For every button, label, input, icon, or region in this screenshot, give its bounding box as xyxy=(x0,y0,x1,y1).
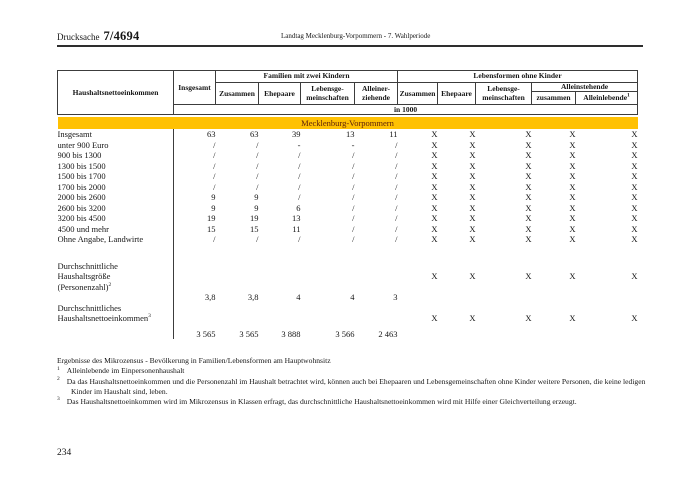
cell-fam-lebensgemeinschaften: / xyxy=(352,223,355,234)
cell-fam-ehepaare: 13 xyxy=(292,213,301,224)
table-row xyxy=(58,171,638,182)
empty-label-cell xyxy=(58,292,174,303)
col-header-total: Insgesamt xyxy=(174,71,216,105)
cell-fam-ehepaare: / xyxy=(298,192,301,203)
footnote-list xyxy=(57,366,647,407)
cell-fam-ehepaare: - xyxy=(297,139,301,150)
cell-fam-alleinerziehende: / xyxy=(395,171,398,182)
cell-nc-lebensgemeinschaften: X xyxy=(525,160,532,171)
header-rule xyxy=(57,45,643,47)
cell-fam-ehepaare: 3 888 xyxy=(281,328,301,339)
table-row xyxy=(58,224,638,235)
row-label: Ohne Angabe, Landwirte xyxy=(58,234,174,245)
cell-nc-ehepaare: X xyxy=(469,271,476,282)
cell-fam-alleinerziehende: / xyxy=(395,223,398,234)
cell-fam-lebensgemeinschaften: / xyxy=(352,160,355,171)
cell-nc-ehepaare: X xyxy=(469,139,476,150)
cell-fam-alleinerziehende: 11 xyxy=(389,129,398,140)
cell-as-alleinlebende: X xyxy=(631,171,638,182)
cell-nc-ehepaare: X xyxy=(469,234,476,245)
col-header-fam-lebensgemeinschaften: Lebensge-meinschaften xyxy=(301,83,355,105)
region-band-section xyxy=(58,115,638,130)
cell-nc-zusammen: X xyxy=(431,160,438,171)
avg-size-label-line2: Haushaltsgröße xyxy=(58,271,174,282)
cell-nc-lebensgemeinschaften: X xyxy=(525,213,532,224)
cell-insgesamt: 3 565 xyxy=(196,328,216,339)
cell-nc-zusammen: X xyxy=(431,150,438,161)
cell-insgesamt: / xyxy=(213,150,216,161)
cell-nc-lebensgemeinschaften: X xyxy=(525,181,532,192)
cell-as-alleinlebende: X xyxy=(631,202,638,213)
cell-nc-ehepaare: X xyxy=(469,313,476,324)
cell-fam-ehepaare: / xyxy=(298,234,301,245)
region-band: Mecklenburg-Vorpommern xyxy=(58,117,638,129)
cell-nc-lebensgemeinschaften: X xyxy=(525,234,532,245)
cell-nc-lebensgemeinschaften: X xyxy=(525,129,532,140)
table-row xyxy=(58,234,638,245)
cell-nc-zusammen: X xyxy=(431,129,438,140)
footnote-item xyxy=(57,377,647,398)
cell-nc-zusammen: X xyxy=(431,171,438,182)
col-header-fam-zusammen: Zusammen xyxy=(216,83,259,105)
avg-income-label-text: Haushaltsnettoeinkommen xyxy=(57,313,149,324)
cell-fam-alleinerziehende: / xyxy=(395,202,398,213)
footnote-item xyxy=(57,366,647,376)
cell-nc-ehepaare: X xyxy=(469,202,476,213)
unit-header: in 1000 xyxy=(174,105,638,115)
cell-fam-lebensgemeinschaften: / xyxy=(352,202,355,213)
alleinlebende-label: Alleinlebende xyxy=(583,93,628,103)
cell-as-zusammen: X xyxy=(569,202,576,213)
cell-nc-ehepaare: X xyxy=(469,181,476,192)
footnote-source: Ergebnisse des Mikrozensus - Bevölkerung in Familien/Lebensformen am Hauptwohnsitz xyxy=(57,356,331,365)
cell-as-zusammen: X xyxy=(569,234,576,245)
cell-fam-ehepaare: / xyxy=(298,160,301,171)
cell-fam-lebensgemeinschaften: - xyxy=(351,139,355,150)
cell-fam-lebensgemeinschaften: 13 xyxy=(346,129,355,140)
cell-fam-lebensgemeinschaften: 3 566 xyxy=(335,328,355,339)
cell-fam-ehepaare: 6 xyxy=(296,202,301,213)
cell-fam-lebensgemeinschaften: / xyxy=(352,213,355,224)
cell-fam-zusammen: 9 xyxy=(254,202,259,213)
avg-income-footnote-ref: 3 xyxy=(148,313,151,320)
cell-fam-zusammen: 3,8 xyxy=(247,292,259,303)
cell-as-zusammen: X xyxy=(569,271,576,282)
col-header-nc-zusammen: Zusammen xyxy=(398,83,438,105)
cell-fam-zusammen: 15 xyxy=(250,223,259,234)
empty-cell xyxy=(398,292,638,303)
cell-as-zusammen: X xyxy=(569,129,576,140)
cell-insgesamt: 9 xyxy=(211,192,216,203)
cell-nc-lebensgemeinschaften: X xyxy=(525,192,532,203)
cell-nc-zusammen: X xyxy=(431,223,438,234)
cell-as-alleinlebende: X xyxy=(631,271,638,282)
cell-fam-lebensgemeinschaften: / xyxy=(352,171,355,182)
empty-label-cell xyxy=(58,329,174,340)
cell-nc-zusammen: X xyxy=(431,271,438,282)
cell-as-alleinlebende: X xyxy=(631,160,638,171)
cell-as-zusammen: X xyxy=(569,181,576,192)
cell-nc-ehepaare: X xyxy=(469,129,476,140)
col-header-fam-ehepaare: Ehepaare xyxy=(259,83,301,105)
cell-fam-ehepaare: 4 xyxy=(296,292,301,303)
cell-nc-ehepaare: X xyxy=(469,213,476,224)
row-label: 3200 bis 4500 xyxy=(58,213,174,224)
cell-fam-zusammen: / xyxy=(256,234,259,245)
avg-size-footnote-ref: 2 xyxy=(108,282,112,289)
avg-income-label-line2 xyxy=(58,313,174,324)
cell-as-alleinlebende: X xyxy=(631,234,638,245)
cell-insgesamt: / xyxy=(213,139,216,150)
cell-nc-ehepaare: X xyxy=(469,192,476,203)
cell-fam-alleinerziehende: / xyxy=(395,160,398,171)
row-label: 1300 bis 1500 xyxy=(58,161,174,172)
averages-section xyxy=(58,245,638,340)
cell-fam-zusammen: 3 565 xyxy=(239,328,259,339)
cell-as-alleinlebende: X xyxy=(631,139,638,150)
cell-insgesamt: 3,8 xyxy=(204,292,216,303)
cell-as-zusammen: X xyxy=(569,150,576,161)
cell-nc-lebensgemeinschaften: X xyxy=(525,313,532,324)
cell-fam-zusammen: 9 xyxy=(254,192,259,203)
cell-nc-ehepaare: X xyxy=(469,171,476,182)
footnote-text: Das Haushaltsnettoeinkommen wird im Mikrozensus in Klassen erfragt, das durchschnittliche Haushaltsnettoeinkommen wird mit Hilfe einer Gleichverteilung erzeugt. xyxy=(66,397,577,406)
cell-as-zusammen: X xyxy=(569,171,576,182)
cell-as-alleinlebende: X xyxy=(631,213,638,224)
cell-fam-alleinerziehende: / xyxy=(395,181,398,192)
cell-fam-zusammen: / xyxy=(256,171,259,182)
cell-fam-ehepaare: / xyxy=(298,181,301,192)
row-label: 2600 bis 3200 xyxy=(58,203,174,214)
group-header-families: Familien mit zwei Kindern xyxy=(216,71,398,83)
cell-as-zusammen: X xyxy=(569,160,576,171)
table-row xyxy=(58,182,638,193)
cell-insgesamt: / xyxy=(213,160,216,171)
empty-cell xyxy=(174,271,398,282)
col-header-as-alleinlebende xyxy=(576,92,638,105)
page-number: 234 xyxy=(57,448,72,458)
cell-nc-lebensgemeinschaften: X xyxy=(525,202,532,213)
cell-as-alleinlebende: X xyxy=(631,181,638,192)
row-label: 4500 und mehr xyxy=(58,224,174,235)
cell-as-zusammen: X xyxy=(569,192,576,203)
table-body xyxy=(58,129,638,245)
cell-nc-ehepaare: X xyxy=(469,150,476,161)
cell-insgesamt: 19 xyxy=(207,213,216,224)
avg-income-label-line1: Durchschnittliches xyxy=(58,303,174,314)
cell-fam-ehepaare: / xyxy=(298,150,301,161)
cell-as-zusammen: X xyxy=(569,213,576,224)
cell-fam-alleinerziehende: / xyxy=(395,234,398,245)
footnote-text: Alleinlebende im Einpersonenhaushalt xyxy=(66,366,185,376)
cell-fam-zusammen: / xyxy=(256,160,259,171)
empty-cell xyxy=(398,329,638,340)
group-header-alleinstehende: Alleinstehende xyxy=(532,83,638,92)
cell-fam-zusammen: 63 xyxy=(250,129,259,140)
col-header-fam-alleinerziehende: Alleiner-ziehende xyxy=(355,83,398,105)
col-header-as-zusammen: zusammen xyxy=(532,92,576,105)
avg-size-label-line1: Durchschnittliche xyxy=(58,261,174,272)
footnote-text: Da das Haushaltsnettoeinkommen und die Personenzahl im Haushalt betrachtet wird, können auch bei Ehepaaren und Lebensgemeinschaften ohne Kinder weitere Personen, die keine ledigen Kinder im Haushalt sind, leben. xyxy=(66,376,646,396)
cell-as-alleinlebende: X xyxy=(631,150,638,161)
cell-fam-ehepaare: 39 xyxy=(292,129,301,140)
table-row xyxy=(58,140,638,151)
cell-fam-zusammen: / xyxy=(256,139,259,150)
row-label: 2000 bis 2600 xyxy=(58,192,174,203)
cell-insgesamt: / xyxy=(213,181,216,192)
cell-nc-zusammen: X xyxy=(431,139,438,150)
table-row xyxy=(58,203,638,214)
cell-insgesamt: / xyxy=(213,171,216,182)
avg-size-label-line3 xyxy=(58,282,174,293)
cell-fam-alleinerziehende: / xyxy=(395,213,398,224)
cell-fam-ehepaare: 11 xyxy=(292,223,301,234)
cell-as-alleinlebende: X xyxy=(631,129,638,140)
group-header-no-children: Lebensformen ohne Kinder xyxy=(398,71,638,83)
footnote-marker: 3 xyxy=(57,396,60,403)
footnote-item xyxy=(57,397,647,407)
cell-nc-zusammen: X xyxy=(431,202,438,213)
cell-as-alleinlebende: X xyxy=(631,223,638,234)
col-header-nc-lebensgemeinschaften: Lebensge-meinschaften xyxy=(476,83,532,105)
spacer-cell xyxy=(58,245,174,261)
cell-fam-lebensgemeinschaften: / xyxy=(352,192,355,203)
cell-fam-zusammen: / xyxy=(256,181,259,192)
cell-fam-zusammen: / xyxy=(256,150,259,161)
cell-nc-zusammen: X xyxy=(431,213,438,224)
cell-nc-lebensgemeinschaften: X xyxy=(525,271,532,282)
cell-nc-lebensgemeinschaften: X xyxy=(525,139,532,150)
cell-fam-lebensgemeinschaften: / xyxy=(352,234,355,245)
footnote-marker: 1 xyxy=(57,365,60,372)
cell-as-zusammen: X xyxy=(569,139,576,150)
row-label: Insgesamt xyxy=(58,129,174,140)
page-header xyxy=(57,27,139,45)
cell-nc-ehepaare: X xyxy=(469,160,476,171)
table-row xyxy=(58,150,638,161)
cell-insgesamt: 15 xyxy=(207,223,216,234)
spacer-cell xyxy=(174,245,638,261)
cell-fam-alleinerziehende: 2 463 xyxy=(378,328,398,339)
cell-nc-ehepaare: X xyxy=(469,223,476,234)
cell-fam-ehepaare: / xyxy=(298,171,301,182)
cell-nc-lebensgemeinschaften: X xyxy=(525,150,532,161)
avg-size-label-text: (Personenzahl) xyxy=(57,281,109,292)
doc-type-label: Drucksache xyxy=(57,32,100,42)
alleinlebende-footnote-ref: 1 xyxy=(627,92,630,99)
cell-fam-alleinerziehende: 3 xyxy=(393,292,398,303)
footnote-marker: 2 xyxy=(57,375,60,382)
cell-nc-zusammen: X xyxy=(431,313,438,324)
cell-as-zusammen: X xyxy=(569,313,576,324)
cell-fam-lebensgemeinschaften: / xyxy=(352,150,355,161)
row-label: 1500 bis 1700 xyxy=(58,171,174,182)
cell-fam-alleinerziehende: / xyxy=(395,150,398,161)
table-row xyxy=(58,129,638,140)
cell-insgesamt: 9 xyxy=(211,202,216,213)
cell-nc-zusammen: X xyxy=(431,181,438,192)
empty-cell xyxy=(174,313,398,324)
cell-fam-alleinerziehende: / xyxy=(395,192,398,203)
cell-insgesamt: / xyxy=(213,234,216,245)
doc-number: 7/4694 xyxy=(103,29,140,43)
empty-cell xyxy=(174,261,638,272)
cell-fam-zusammen: 19 xyxy=(250,213,259,224)
cell-as-zusammen: X xyxy=(569,223,576,234)
cell-nc-zusammen: X xyxy=(431,234,438,245)
statistics-table xyxy=(57,70,638,339)
col-header-income: Haushaltsnettoeinkommen xyxy=(58,71,174,115)
row-label: unter 900 Euro xyxy=(58,140,174,151)
cell-as-alleinlebende: X xyxy=(631,313,638,324)
table-row xyxy=(58,161,638,172)
cell-as-alleinlebende: X xyxy=(631,192,638,203)
header-right-text: Landtag Mecklenburg-Vorpommern - 7. Wahlperiode xyxy=(281,32,431,40)
empty-cell xyxy=(174,303,638,314)
col-header-nc-ehepaare: Ehepaare xyxy=(438,83,476,105)
cell-nc-lebensgemeinschaften: X xyxy=(525,223,532,234)
footnotes xyxy=(57,356,647,407)
table-row xyxy=(58,213,638,224)
cell-fam-alleinerziehende: / xyxy=(395,139,398,150)
row-label: 1700 bis 2000 xyxy=(58,182,174,193)
cell-nc-zusammen: X xyxy=(431,192,438,203)
cell-fam-lebensgemeinschaften: 4 xyxy=(350,292,355,303)
row-label: 900 bis 1300 xyxy=(58,150,174,161)
cell-fam-lebensgemeinschaften: / xyxy=(352,181,355,192)
cell-nc-lebensgemeinschaften: X xyxy=(525,171,532,182)
table-header xyxy=(58,71,638,115)
empty-cell xyxy=(174,282,638,293)
cell-insgesamt: 63 xyxy=(207,129,216,140)
table-row xyxy=(58,192,638,203)
